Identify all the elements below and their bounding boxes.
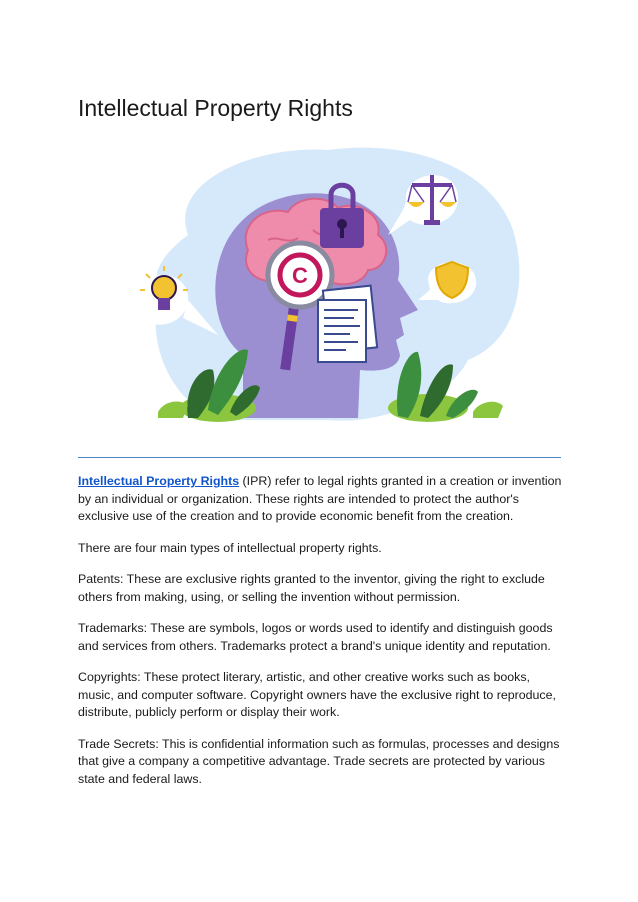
- trademarks-paragraph: Trademarks: These are symbols, logos or words used to identify and distinguish goods and services from others. Trademarks protect a brand's unique identity and reputation.: [78, 621, 553, 653]
- intro-text: (IPR) refer to legal rights granted in a creation or invention by an individual or organization. These rights are intended to protect the author's exclusive use of the creation and to provide economic benefit from the creation.: [78, 474, 562, 523]
- copyrights-paragraph: Copyrights: These protect literary, artistic, and other creative works such as books, music, and computer software. Copyright owners have the exclusive right to reproduce, distribute, publicly perform or display their work.: [78, 670, 556, 719]
- horizontal-divider: [78, 457, 561, 458]
- body-content: [78, 473, 564, 802]
- svg-text:C: C: [292, 263, 308, 288]
- ipr-link[interactable]: Intellectual Property Rights: [78, 474, 240, 488]
- trade-secrets-paragraph: Trade Secrets: This is confidential information such as formulas, processes and designs that give a company a competitive advantage. Trade secrets are protected by various state and federal laws.: [78, 736, 560, 786]
- types-intro-paragraph: There are four main types of intellectual property rights.: [78, 540, 382, 555]
- page-title: Intellectual Property Rights: [78, 95, 353, 121]
- ipr-illustration: [128, 140, 528, 425]
- intro-paragraph: [78, 473, 564, 526]
- patents-paragraph: Patents: These are exclusive rights granted to the inventor, giving the right to exclude others from making, using, or selling the invention without permission.: [78, 572, 545, 604]
